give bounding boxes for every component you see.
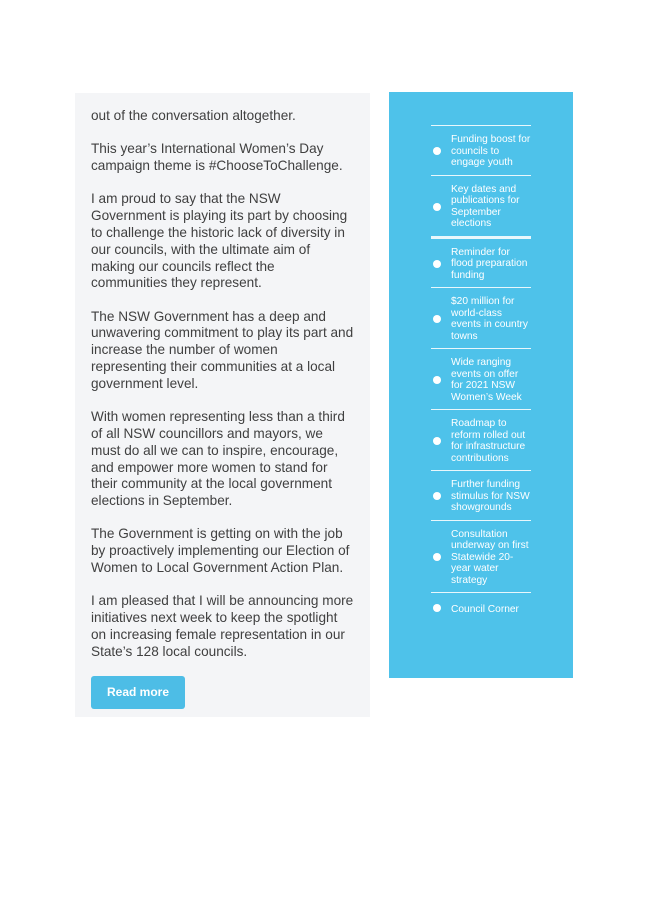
article-paragraph: out of the conversation altogether. — [91, 108, 296, 123]
news-sidebar — [389, 92, 573, 678]
sidebar-item-water-strategy[interactable] — [431, 520, 531, 593]
article-panel — [75, 93, 370, 717]
bullet-icon — [433, 604, 441, 612]
sidebar-item-council-corner[interactable] — [431, 592, 531, 622]
sidebar-item-funding-boost[interactable] — [431, 125, 531, 175]
sidebar-item-label: Consultation underway on first Statewide 20-year water strategy — [451, 528, 529, 586]
sidebar-item-label: Funding boost for councils to engage youth — [451, 134, 531, 168]
bullet-icon — [433, 437, 441, 445]
article-paragraph: I am pleased that I will be announcing more initiatives next week to keep the spotlight on increasing female representation in our State’s 128 local councils. — [91, 593, 354, 659]
article-paragraph: With women representing less than a third of all NSW councillors and mayors, we must do all we can to inspire, encourage, and empower more women to stand for their community at the local government elections in September. — [91, 409, 345, 509]
sidebar-item-label: Further funding stimulus for NSW showgrounds — [451, 479, 530, 513]
sidebar-item-world-class-events[interactable] — [431, 287, 531, 348]
sidebar-item-showgrounds[interactable] — [431, 470, 531, 520]
bullet-icon — [433, 376, 441, 384]
bullet-icon — [433, 492, 441, 500]
sidebar-item-label: Key dates and publications for September elections — [451, 183, 520, 229]
sidebar-item-label: Council Corner — [451, 604, 519, 615]
sidebar-item-label: $20 million for world-class events in country towns — [451, 296, 529, 342]
bullet-icon — [433, 260, 441, 268]
sidebar-item-roadmap-reform[interactable] — [431, 409, 531, 470]
article-paragraph: This year’s International Women’s Day campaign theme is #ChooseToChallenge. — [91, 141, 343, 174]
bullet-icon — [433, 203, 441, 211]
sidebar-item-key-dates[interactable] — [431, 175, 531, 236]
article-paragraph: The Government is getting on with the job by proactively implementing our Election of Women to Local Government Action Plan. — [91, 526, 350, 576]
read-more-button[interactable]: Read more — [91, 676, 185, 709]
sidebar-item-flood-funding[interactable] — [431, 236, 531, 288]
sidebar-item-label: Wide ranging events on offer for 2021 NSW Women’s Week — [451, 357, 522, 403]
bullet-icon — [433, 553, 441, 561]
sidebar-item-label: Reminder for flood preparation funding — [451, 246, 528, 281]
article-paragraph: The NSW Government has a deep and unwavering commitment to play its part and increase the number of women representing their communities at a local government level. — [91, 308, 354, 391]
sidebar-item-label: Roadmap to reform rolled out for infrastructure contributions — [451, 418, 526, 464]
article-paragraph: I am proud to say that the NSW Government is playing its part by choosing to challenge the historic lack of diversity in our councils, with the ultimate aim of making our councils reflect the communities they represent. — [91, 191, 348, 291]
bullet-icon — [433, 315, 441, 323]
bullet-icon — [433, 147, 441, 155]
news-link-list — [431, 125, 531, 622]
sidebar-item-womens-week[interactable] — [431, 348, 531, 409]
